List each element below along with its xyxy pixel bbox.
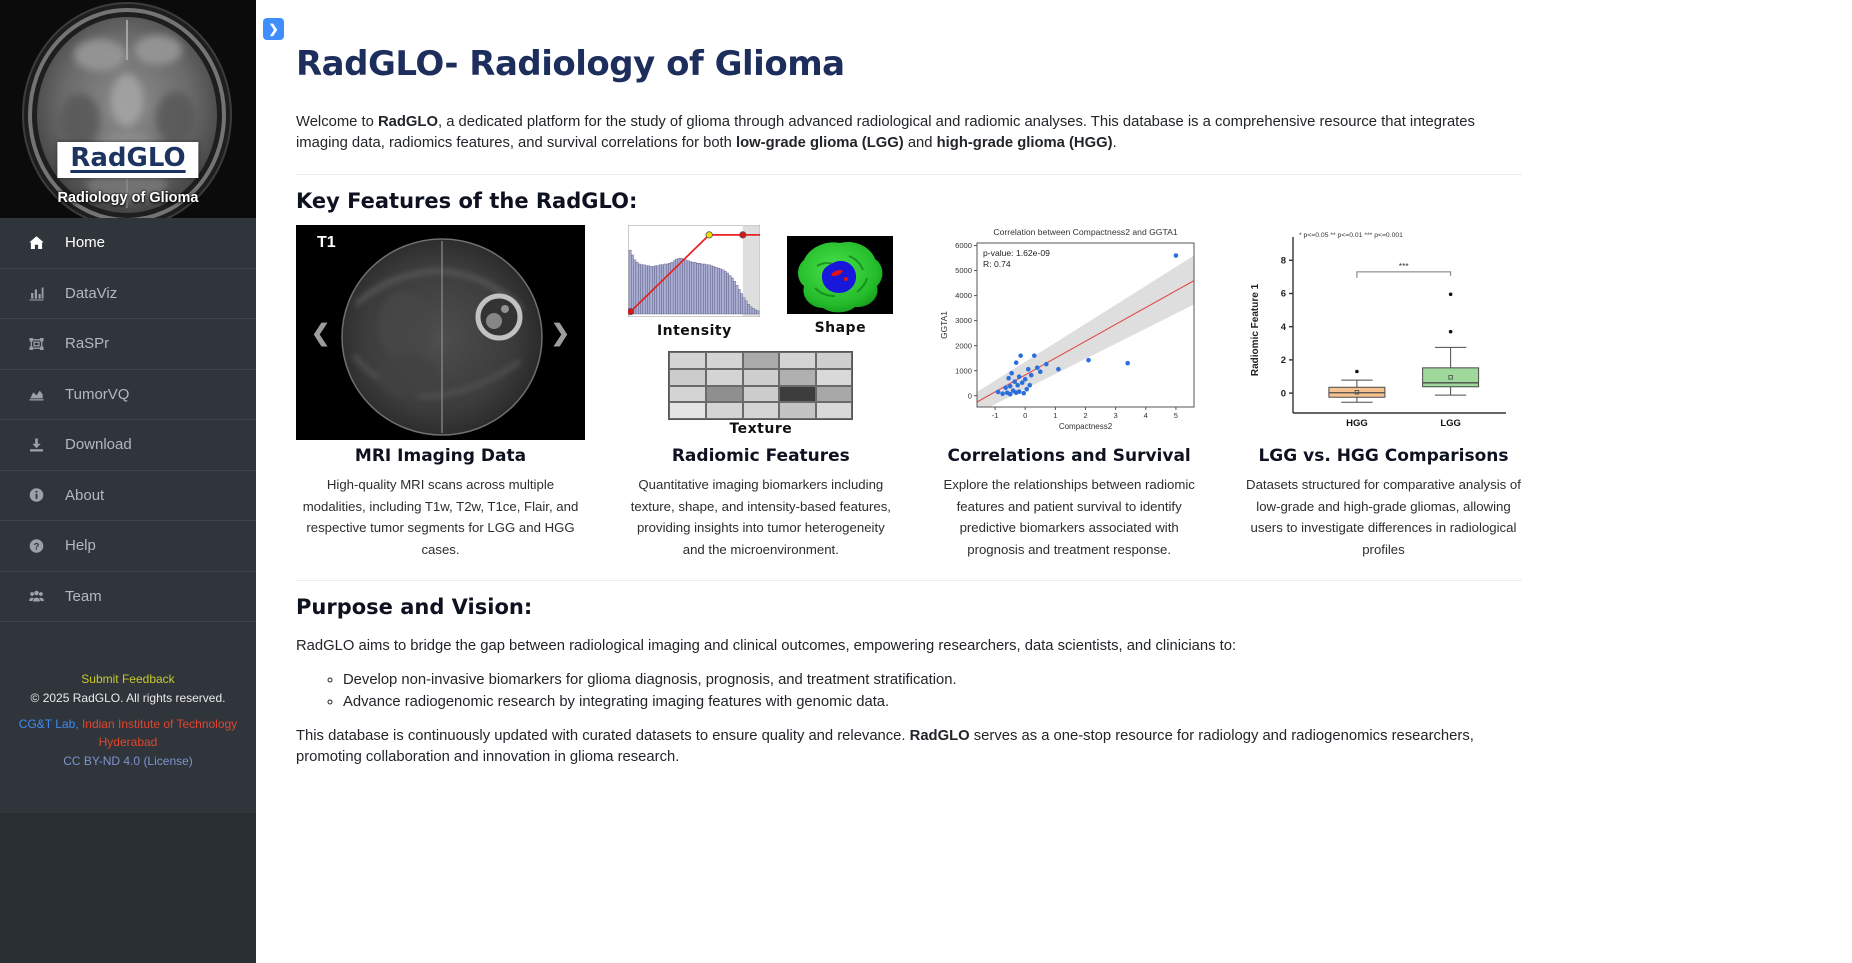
- correlation-plot-panel: [937, 225, 1202, 440]
- closing-text: This database is continuously updated with curated datasets to ensure quality and relevance.: [296, 728, 910, 744]
- radiomic-composite: [628, 225, 893, 440]
- card-description: Quantitative imaging biomarkers including texture, shape, and intensity-based features, providing insights into tumor heterogeneity and the microenvironment.: [630, 477, 891, 557]
- sidebar: [0, 0, 256, 963]
- texture-cell: [706, 402, 743, 419]
- feature-card-mri: [296, 225, 585, 560]
- texture-grid-image: [668, 351, 853, 420]
- texture-cell: [779, 402, 816, 419]
- sidebar-item-label: Home: [65, 234, 106, 252]
- closing-text: serves as a one-stop resource for radiology and radiogenomics researchers, promoting collaboration and innovation in glioma research.: [296, 728, 1474, 765]
- texture-label: Texture: [729, 421, 793, 438]
- institute-link[interactable]: Indian Institute of Technology: [81, 717, 238, 731]
- svg-text:HGG: HGG: [1346, 418, 1368, 429]
- texture-cell: [669, 369, 706, 386]
- svg-text:1: 1: [1052, 411, 1058, 420]
- key-features-heading: Key Features of the RadGLO:: [296, 189, 638, 213]
- card-title: LGG vs. HGG Comparisons: [1258, 446, 1509, 466]
- modality-label: T1: [317, 234, 336, 251]
- sidebar-item-about[interactable]: [0, 471, 256, 522]
- sidebar-item-label: About: [65, 486, 105, 504]
- svg-text:Radiomic Feature 1: Radiomic Feature 1: [1249, 283, 1261, 377]
- question-circle-icon: [27, 538, 45, 554]
- sidebar-item-tumorvq[interactable]: [0, 370, 256, 421]
- texture-cell: [816, 402, 853, 419]
- sidebar-footer: [0, 670, 256, 770]
- welcome-paragraph: [296, 112, 1522, 154]
- sidebar-toggle-button[interactable]: [263, 18, 284, 40]
- sidebar-item-label: TumorVQ: [65, 385, 130, 403]
- welcome-bold-radglo: RadGLO: [377, 114, 438, 130]
- purpose-bullet: ◦ Advance radiogenomic research by integrating imaging features with genomic data.: [343, 692, 1522, 713]
- divider: [296, 174, 1522, 175]
- texture-cell: [816, 369, 853, 386]
- purpose-list: [296, 670, 1522, 712]
- mri-brain-image: [296, 225, 585, 440]
- sidebar-item-label: RaSPr: [65, 335, 110, 353]
- svg-text:0: 0: [967, 391, 972, 401]
- svg-text:R: 0.74: R: 0.74: [982, 259, 1011, 269]
- card-title: MRI Imaging Data: [354, 446, 527, 466]
- svg-text:2: 2: [1280, 355, 1286, 367]
- feature-card-comparison: [1245, 225, 1522, 560]
- svg-text:4: 4: [1143, 411, 1148, 420]
- copyright-text: © 2025 RadGLO. All rights reserved.: [30, 691, 226, 705]
- purpose-heading: Purpose and Vision:: [296, 595, 533, 619]
- feature-card-radiomic: [628, 225, 893, 560]
- scatter-plot: [937, 225, 1202, 437]
- texture-cell: [743, 352, 780, 369]
- svg-text:2000: 2000: [954, 341, 972, 351]
- svg-text:3: 3: [1113, 411, 1118, 420]
- svg-text:-1: -1: [991, 411, 999, 420]
- box-plot: [1245, 225, 1522, 437]
- closing-paragraph: [296, 726, 1522, 768]
- texture-cell: [779, 369, 816, 386]
- texture-panel: [628, 351, 893, 437]
- info-circle-icon: [27, 487, 45, 503]
- svg-text:* p<=0.05 ** p<=0.01 ***: * p<=0.05 ** p<=0.01 *** p<=0.001: [1298, 232, 1403, 239]
- sidebar-header: [0, 0, 256, 218]
- texture-cell: [669, 402, 706, 419]
- lab-link[interactable]: CG&T Lab,: [18, 717, 79, 731]
- svg-text:GGTA1: GGTA1: [938, 311, 949, 339]
- users-icon: [27, 588, 45, 604]
- svg-text:6000: 6000: [954, 241, 972, 251]
- sidebar-item-team[interactable]: [0, 572, 256, 623]
- sidebar-logo-box[interactable]: [57, 142, 198, 178]
- home-icon: [27, 235, 45, 251]
- sidebar-item-label: Team: [65, 587, 102, 605]
- svg-text:4: 4: [1280, 321, 1286, 333]
- bar-chart-icon: [27, 285, 45, 301]
- sidebar-item-raspr[interactable]: [0, 319, 256, 370]
- download-icon: [27, 437, 45, 453]
- welcome-text: Welcome to: [296, 114, 378, 130]
- card-title: Correlations and Survival: [947, 446, 1191, 466]
- shape-panel: [787, 236, 893, 339]
- submit-feedback-link[interactable]: Submit Feedback: [81, 672, 175, 686]
- chevron-right-icon: ❯: [268, 22, 279, 36]
- sidebar-item-dataviz[interactable]: [0, 269, 256, 320]
- sidebar-nav: [0, 218, 256, 622]
- svg-text:1000: 1000: [954, 366, 972, 376]
- texture-cell: [816, 352, 853, 369]
- main-content: [256, 0, 1852, 963]
- sidebar-tagline: Radiology of Glioma: [57, 190, 199, 206]
- svg-text:?: ?: [33, 541, 39, 553]
- texture-cell: [779, 352, 816, 369]
- boxplot-panel: [1245, 225, 1522, 440]
- shape-3d-image: [787, 236, 893, 314]
- texture-cell: [816, 386, 853, 403]
- texture-cell: [669, 352, 706, 369]
- lab-line: [0, 715, 256, 733]
- sidebar-item-label: Help: [65, 537, 96, 555]
- purpose-bullet: ◦ Develop non-invasive biomarkers for glioma diagnosis, prognosis, and treatment stratification.: [343, 670, 1522, 691]
- intensity-histogram-image: [628, 225, 760, 317]
- texture-cell: [779, 386, 816, 403]
- sidebar-item-label: Download: [65, 436, 132, 454]
- svg-text:LGG: LGG: [1440, 418, 1461, 429]
- welcome-text: and: [903, 135, 937, 151]
- card-description: High-quality MRI scans across multiple modalities, including T1w, T2w, T1ce, Flair, and respective tumor segments for LGG and HGG cases.: [302, 477, 579, 557]
- texture-cell: [669, 386, 706, 403]
- intensity-label: Intensity: [656, 323, 732, 339]
- welcome-bold-hgg: high-grade glioma (HGG): [936, 135, 1113, 151]
- welcome-bold-lgg: low-grade glioma (LGG): [736, 135, 904, 151]
- carousel-next-icon[interactable]: ❯: [550, 319, 570, 345]
- texture-cell: [706, 386, 743, 403]
- carousel-prev-icon[interactable]: ❮: [311, 319, 331, 345]
- svg-text:2: 2: [1083, 411, 1088, 420]
- sidebar-item-download[interactable]: [0, 420, 256, 471]
- closing-bold-radglo: RadGLO: [909, 728, 970, 744]
- sidebar-logo-text: RadGLO: [70, 143, 186, 173]
- texture-cell: [706, 369, 743, 386]
- sidebar-item-home[interactable]: [0, 218, 256, 269]
- svg-text:0: 0: [1280, 388, 1286, 400]
- page-title: RadGLO- Radiology of Glioma: [296, 44, 845, 84]
- texture-cell: [706, 352, 743, 369]
- svg-text:5000: 5000: [954, 266, 972, 276]
- texture-cell: [743, 402, 780, 419]
- sidebar-bottom-strip: [0, 813, 256, 963]
- card-description: Explore the relationships between radiomic features and patient survival to identify predictive biomarkers associated with prognosis and treatment response.: [943, 477, 1195, 557]
- svg-text:4000: 4000: [954, 291, 972, 301]
- card-title: Radiomic Features: [671, 446, 850, 466]
- mri-carousel: [296, 225, 585, 440]
- sidebar-item-help[interactable]: [0, 521, 256, 572]
- card-description: Datasets structured for comparative analysis of low-grade and high-grade gliomas, allowing users to investigate differences in radiological profiles: [1246, 477, 1521, 557]
- svg-text:5: 5: [1173, 411, 1178, 420]
- institute-city[interactable]: Hyderabad: [98, 735, 158, 749]
- feature-cards-row: [296, 225, 1522, 560]
- area-chart-icon: [27, 386, 45, 402]
- sidebar-brain-mri-image: [0, 0, 256, 218]
- svg-text:6: 6: [1280, 288, 1286, 300]
- feature-card-correlation: [937, 225, 1202, 560]
- shape-label: Shape: [814, 320, 867, 336]
- welcome-text: , a dedicated platform for the study of glioma through advanced radiological and radiomic analyses. This database is a comprehensive resource that integrates imaging data, radiomics features, and survival correlations for both: [296, 114, 1475, 151]
- divider: [296, 580, 1522, 581]
- svg-text:3000: 3000: [954, 316, 972, 326]
- texture-cell: [743, 386, 780, 403]
- svg-text:8: 8: [1280, 255, 1286, 267]
- intensity-panel: [628, 225, 760, 339]
- sidebar-item-label: DataViz: [65, 284, 118, 302]
- welcome-text: .: [1112, 135, 1117, 151]
- page-body: [296, 44, 1522, 768]
- object-group-icon: [27, 336, 45, 352]
- texture-cell: [743, 369, 780, 386]
- license-link[interactable]: CC BY-ND 4.0 (License): [63, 754, 193, 768]
- purpose-intro: RadGLO aims to bridge the gap between radiological imaging and clinical outcomes, empowering researchers, data scientists, and clinicians to:: [296, 638, 1237, 654]
- svg-text:Correlation between Compactnes: Correlation between Compactness2 and GGTA1: [993, 227, 1178, 237]
- svg-text:p-value: 1.62e-09: p-value: 1.62e-09: [982, 248, 1050, 258]
- svg-text:0: 0: [1022, 411, 1027, 420]
- svg-text:Compactness2: Compactness2: [1058, 422, 1112, 431]
- svg-text:***: ***: [1398, 260, 1409, 271]
